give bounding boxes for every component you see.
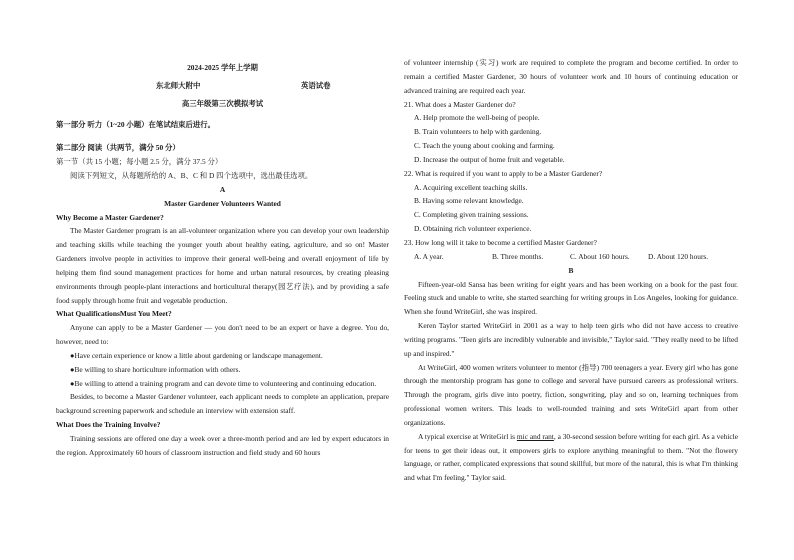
- paragraph-text: , a 30-second session before writing for each girl. As a vehicle for teens to get their ideas out, it empowers girls to explore anything meaningful to them. "Not the flowery language, or rather, complicated expressions that sound skillful, but more of the natural, this is what I'm thinking and what I'm feeling." Taylor said.: [404, 431, 738, 483]
- passage-a-paragraph-4-continued: of volunteer internship (实习) work are required to complete the program and become certified. In order to remain a certified Master Gardener, 30 hours of volunteer work and 10 hours of continuing education or advanced training are required each year.: [404, 58, 738, 95]
- question-22: [404, 167, 738, 236]
- bullet-item: ●Be willing to attend a training program and can devote time to volunteering and continuing education.: [70, 378, 377, 388]
- passage-a-paragraph-2: Anyone can apply to be a Master Gardener — you don't need to be an expert or have a degree. You do, however, need to:: [56, 323, 389, 347]
- part1-note: 第一部分 听力（1~20 小题）在笔试结束后进行。: [56, 120, 216, 130]
- option-a: A. Acquiring excellent teaching skills.: [414, 182, 528, 192]
- passage-a-paragraph-4: Training sessions are offered one day a week over a three-month period and are led by expert educators in the region. Approximately 60 hours of classroom instruction and field study and 60 hours: [56, 434, 389, 457]
- option-a: A. A year.: [414, 251, 444, 261]
- options-row: [404, 250, 738, 264]
- header-year-term: 2024-2025 学年上学期: [187, 63, 258, 72]
- passage-a-paragraph-3: Besides, to become a Master Gardener volunteer, each applicant needs to complete an application, prepare background screening paperwork and schedule an interview with extension staff.: [56, 392, 389, 416]
- question-23: [404, 236, 738, 264]
- passage-a-title: Master Gardener Volunteers Wanted: [164, 198, 281, 208]
- option-d: D. Obtaining rich volunteer experience.: [414, 224, 532, 234]
- passage-a-letter: A: [219, 184, 226, 194]
- paragraph-text: A typical exercise at WriteGirl is: [418, 431, 517, 441]
- option-b: B. Three months.: [492, 251, 544, 261]
- passage-a-heading-3: What Does the Training Involve?: [56, 420, 161, 430]
- question-stem: 23. How long will it take to become a certified Master Gardener?: [404, 237, 597, 247]
- header-exam: 高三年级第三次模拟考试: [181, 98, 264, 108]
- passage-b-letter: B: [568, 265, 574, 275]
- option-c: C. Teach the young about cooking and farming.: [414, 141, 555, 151]
- header-school-line: [56, 79, 389, 93]
- header-subject: 英语试卷: [301, 80, 331, 90]
- passage-b-paragraph-2: Keren Taylor started WriteGirl in 2001 as a way to help teen girls who did not have access to creative writing programs. "Teen girls are incredibly vulnerable and invisible," Taylor said. "They really need to be lifted up and inspired.": [404, 321, 738, 358]
- question-stem: 21. What does a Master Gardener do?: [404, 99, 516, 109]
- passage-a-heading-2: What QualificationsMust You Meet?: [56, 309, 172, 319]
- passage-b-paragraph-4: [404, 430, 738, 485]
- passage-a-heading-1: Why Become a Master Gardener?: [56, 212, 164, 222]
- option-b: B. Having some relevant knowledge.: [414, 196, 524, 206]
- option-d: D. About 120 hours.: [648, 251, 709, 261]
- option-d: D. Increase the output of home fruit and vegetable.: [414, 154, 565, 164]
- part2-heading: 第二部分 阅读（共两节，满分 50 分）: [56, 143, 180, 153]
- option-c: C. Completing given training sessions.: [414, 210, 529, 220]
- passage-b-paragraph-1: Fifteen-year-old Sansa has been writing for eight years and has been working on a book for the past four. Feeling stuck and unable to write, she started searching for writing groups in Los Angeles, looking for guidance. When she found WriteGirl, she was inspired.: [404, 279, 738, 317]
- passage-b-paragraph-3: At WriteGirl, 400 women writers volunteer to mentor (指导) 700 teenagers a year. Every girl who has gone through the mentorship program has gone to college and several have pursued careers as professional writers. Through the program, girls dive into poetry, fiction, songwriting, play and so on, learning techniques from professional women writers. This leads to well-rounded training and sets WriteGirl apart from other organizations.: [404, 362, 738, 427]
- left-column: [56, 56, 389, 460]
- passage-a-paragraph-1: The Master Gardener program is an all-volunteer organization where you can develop your own leadership and teaching skills while teaching the younger youth about healthy eating, agriculture, and so on! Master Gardeners involve people in activities to improve their general well-being and overall enjoyment of life by helping them find sound management practices for home and urban natural resources, by creating pleasing environments through people-plant interactions and horticultural therapy(园艺疗法), and by providing a safe food supply through home fruit and vegetable production.: [56, 226, 389, 305]
- bullet-item: ●Be willing to share horticulture information with others.: [70, 364, 241, 374]
- instruction: 阅读下列短文，从每题所给的 A、B、C 和 D 四个选项中，选出最佳选项。: [70, 170, 313, 180]
- question-21: [404, 98, 738, 167]
- header-school: 东北师大附中: [156, 80, 201, 90]
- option-b: B. Train volunteers to help with gardening.: [414, 127, 542, 137]
- underlined-phrase: mic and rant: [516, 431, 554, 441]
- bullet-item: ●Have certain experience or know a little about gardening or landscape management.: [70, 350, 323, 360]
- question-stem: 22. What is required if you want to apply to be a Master Gardener?: [404, 168, 603, 178]
- option-a: A. Help promote the well-being of people.: [414, 113, 540, 123]
- right-column: [404, 56, 738, 485]
- section1-heading: 第一节（共 15 小题；每小题 2.5 分，满分 37.5 分）: [56, 157, 223, 167]
- option-c: C. About 160 hours.: [570, 251, 630, 261]
